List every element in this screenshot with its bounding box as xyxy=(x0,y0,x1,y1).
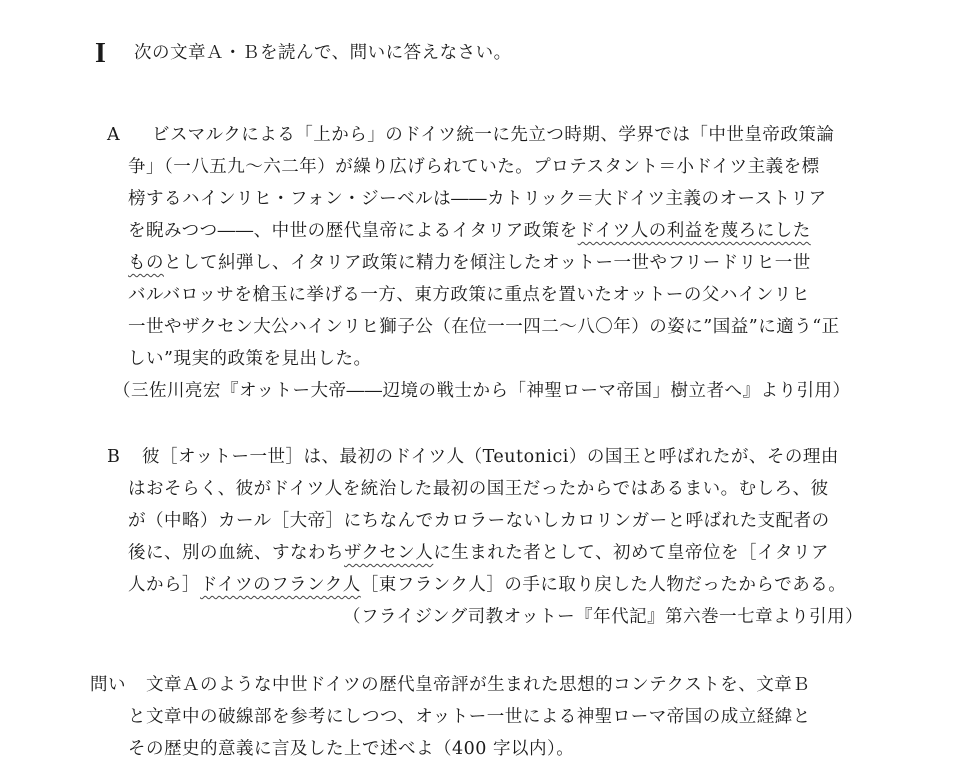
passage-a-line-6: バルバロッサを槍玉に挙げる一方、東方政策に重点を置いたオットーの父ハインリヒ xyxy=(128,285,810,305)
passage-b-label: B xyxy=(107,447,121,467)
passage-b-line-5 xyxy=(128,577,846,595)
passage-a-line-8: しい”現実的政策を見出した。 xyxy=(128,349,372,369)
passage-a-wavy-underline-2: もの xyxy=(128,253,164,273)
passage-b-line-4-post: に生まれた者として、初めて皇帝位を［イタリア xyxy=(433,543,829,563)
passage-a-line-2: 争」（一八五九〜六二年）が繰り広げられていた。プロテスタント＝小ドイツ主義を標 xyxy=(128,157,820,177)
passage-b-wavy-underline-2: ドイツのフランク人 xyxy=(200,575,361,595)
passage-a-line-1: ビスマルクによる「上から」のドイツ統一に先立つ時期、学界では「中世皇帝政策論 xyxy=(152,125,835,145)
passage-b-line-5-pre: 人から］ xyxy=(128,575,200,595)
passage-b-line-4 xyxy=(128,545,829,563)
passage-b-line-2: はおそらく、彼がドイツ人を統治した最初の国王だったからではあるまい。むしろ、彼 xyxy=(128,479,829,499)
heading-instruction: 次の文章Ａ・Ｂを読んで、問いに答えなさい。 xyxy=(134,43,512,63)
passage-a-line-7: 一世やザクセン大公ハインリヒ獅子公（在位一一四二〜八〇年）の姿に”国益”に適う“正 xyxy=(128,317,840,337)
question-line-3: その歴史的意義に言及した上で述べよ（400 字以内）。 xyxy=(128,739,575,759)
passage-a-line-5 xyxy=(128,255,811,273)
passage-a-citation: （三佐川亮宏『オットー大帝――辺境の戦士から「神聖ローマ帝国」樹立者へ』より引用） xyxy=(113,381,851,401)
passage-b-line-3: が（中略）カール［大帝］にちなんでカロラーないしカロリンガーと呼ばれた支配者の xyxy=(128,511,830,531)
passage-b-citation: （フライジング司教オットー『年代記』第六巻一七章より引用） xyxy=(343,607,864,627)
passage-a-wavy-underline-1: ドイツ人の利益を蔑ろにした xyxy=(577,221,811,241)
question-line-1: 文章Ａのような中世ドイツの歴代皇帝評が生まれた思想的コンテクストを、文章Ｂ xyxy=(146,675,811,695)
passage-a-line-3: 榜するハインリヒ・フォン・ジーベルは――カトリック＝大ドイツ主義のオーストリア xyxy=(128,189,827,209)
passage-a-label: A xyxy=(107,125,121,145)
passage-a-line-4 xyxy=(128,223,811,241)
passage-b-wavy-underline-1: ザクセン人 xyxy=(344,543,434,563)
passage-b-line-1: 彼［オットー一世］は、最初のドイツ人（Teutonici）の国王と呼ばれたが、その理由 xyxy=(142,447,839,467)
passage-a-line-5-text: として糾弾し、イタリア政策に精力を傾注したオットー一世やフリードリヒ一世 xyxy=(164,253,811,273)
passage-a-line-4-text: を睨みつつ――、中世の歴代皇帝によるイタリア政策を xyxy=(128,221,578,241)
passage-b-line-5-post: ［東フランク人］の手に取り戻した人物だったからである。 xyxy=(360,575,847,595)
passage-b-line-4-pre: 後に、別の血統、すなわち xyxy=(128,543,344,563)
question-label: 問い xyxy=(90,675,126,695)
question-line-2: と文章中の破線部を参考にしつつ、オットー一世による神聖ローマ帝国の成立経緯と xyxy=(128,707,811,727)
section-numeral: I xyxy=(95,38,107,69)
